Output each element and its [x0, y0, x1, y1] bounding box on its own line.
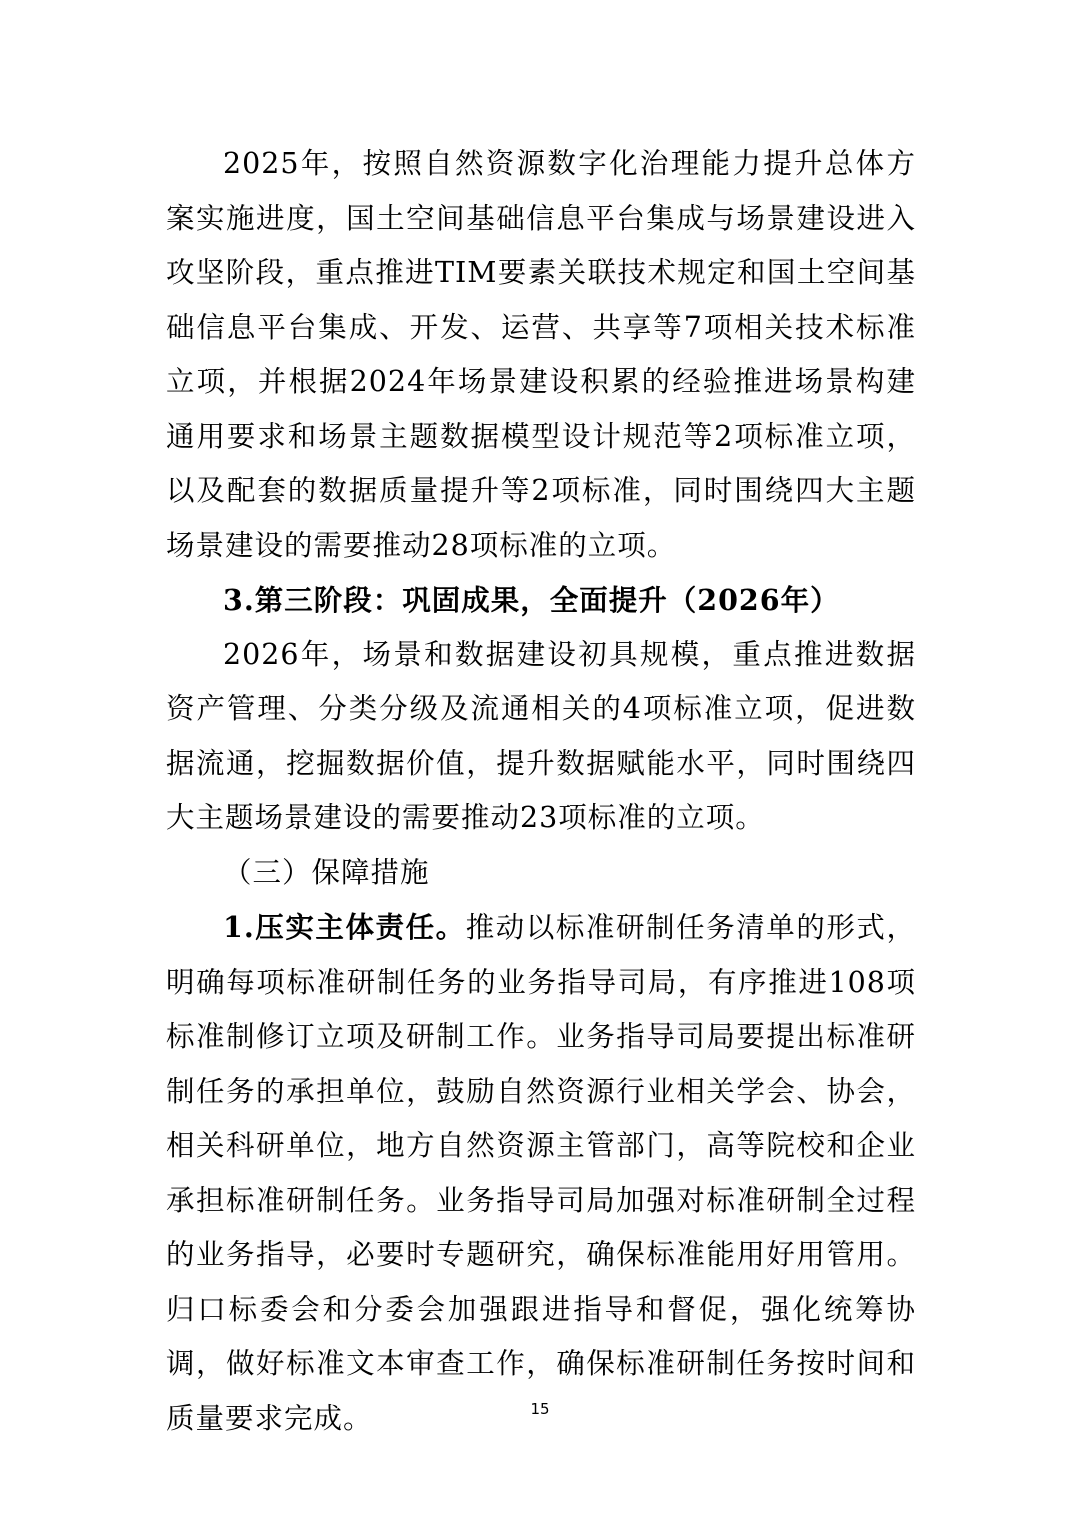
paragraph-measure-one	[166, 900, 916, 1446]
paragraph-2025-plan: 2025年，按照自然资源数字化治理能力提升总体方案实施进度，国土空间基础信息平台集成与场景建设进入攻坚阶段，重点推进TIM要素关联技术规定和国土空间基础信息平台集成、开发、运营、共享等7项相关技术标准立项，并根据2024年场景建设积累的经验推进场景构建通用要求和场景主题数据模型设计规范等2项标准立项，以及配套的数据质量提升等2项标准，同时围绕四大主题场景建设的需要推动28项标准的立项。	[166, 147, 916, 562]
measure-one-body: 推动以标准研制任务清单的形式，明确每项标准研制任务的业务指导司局，有序推进108项标准制修订立项及研制工作。业务指导司局要提出标准研制任务的承担单位，鼓励自然资源行业相关学会、协会，相关科研单位，地方自然资源主管部门，高等院校和企业承担标准研制任务。业务指导司局加强对标准研制全过程的业务指导，必要时专题研究，确保标准能用好用管用。归口标委会和分委会加强跟进指导和督促，强化统筹协调，做好标准文本审查工作，确保标准研制任务按时间和质量要求完成。	[166, 911, 916, 1435]
body-text	[166, 137, 916, 1446]
paragraph-2026-plan: 2026年，场景和数据建设初具规模，重点推进数据资产管理、分类分级及流通相关的4项标准立项，促进数据流通，挖掘数据价值，提升数据赋能水平，同时围绕四大主题场景建设的需要推动23项标准的立项。	[166, 637, 916, 834]
section-heading-safeguards: （三）保障措施	[223, 855, 430, 889]
measure-one-lead: 1.压实主体责任。	[223, 910, 466, 944]
page-number: 15	[530, 1400, 550, 1418]
heading-stage-three: 3.第三阶段：巩固成果，全面提升（2026年）	[223, 583, 840, 617]
